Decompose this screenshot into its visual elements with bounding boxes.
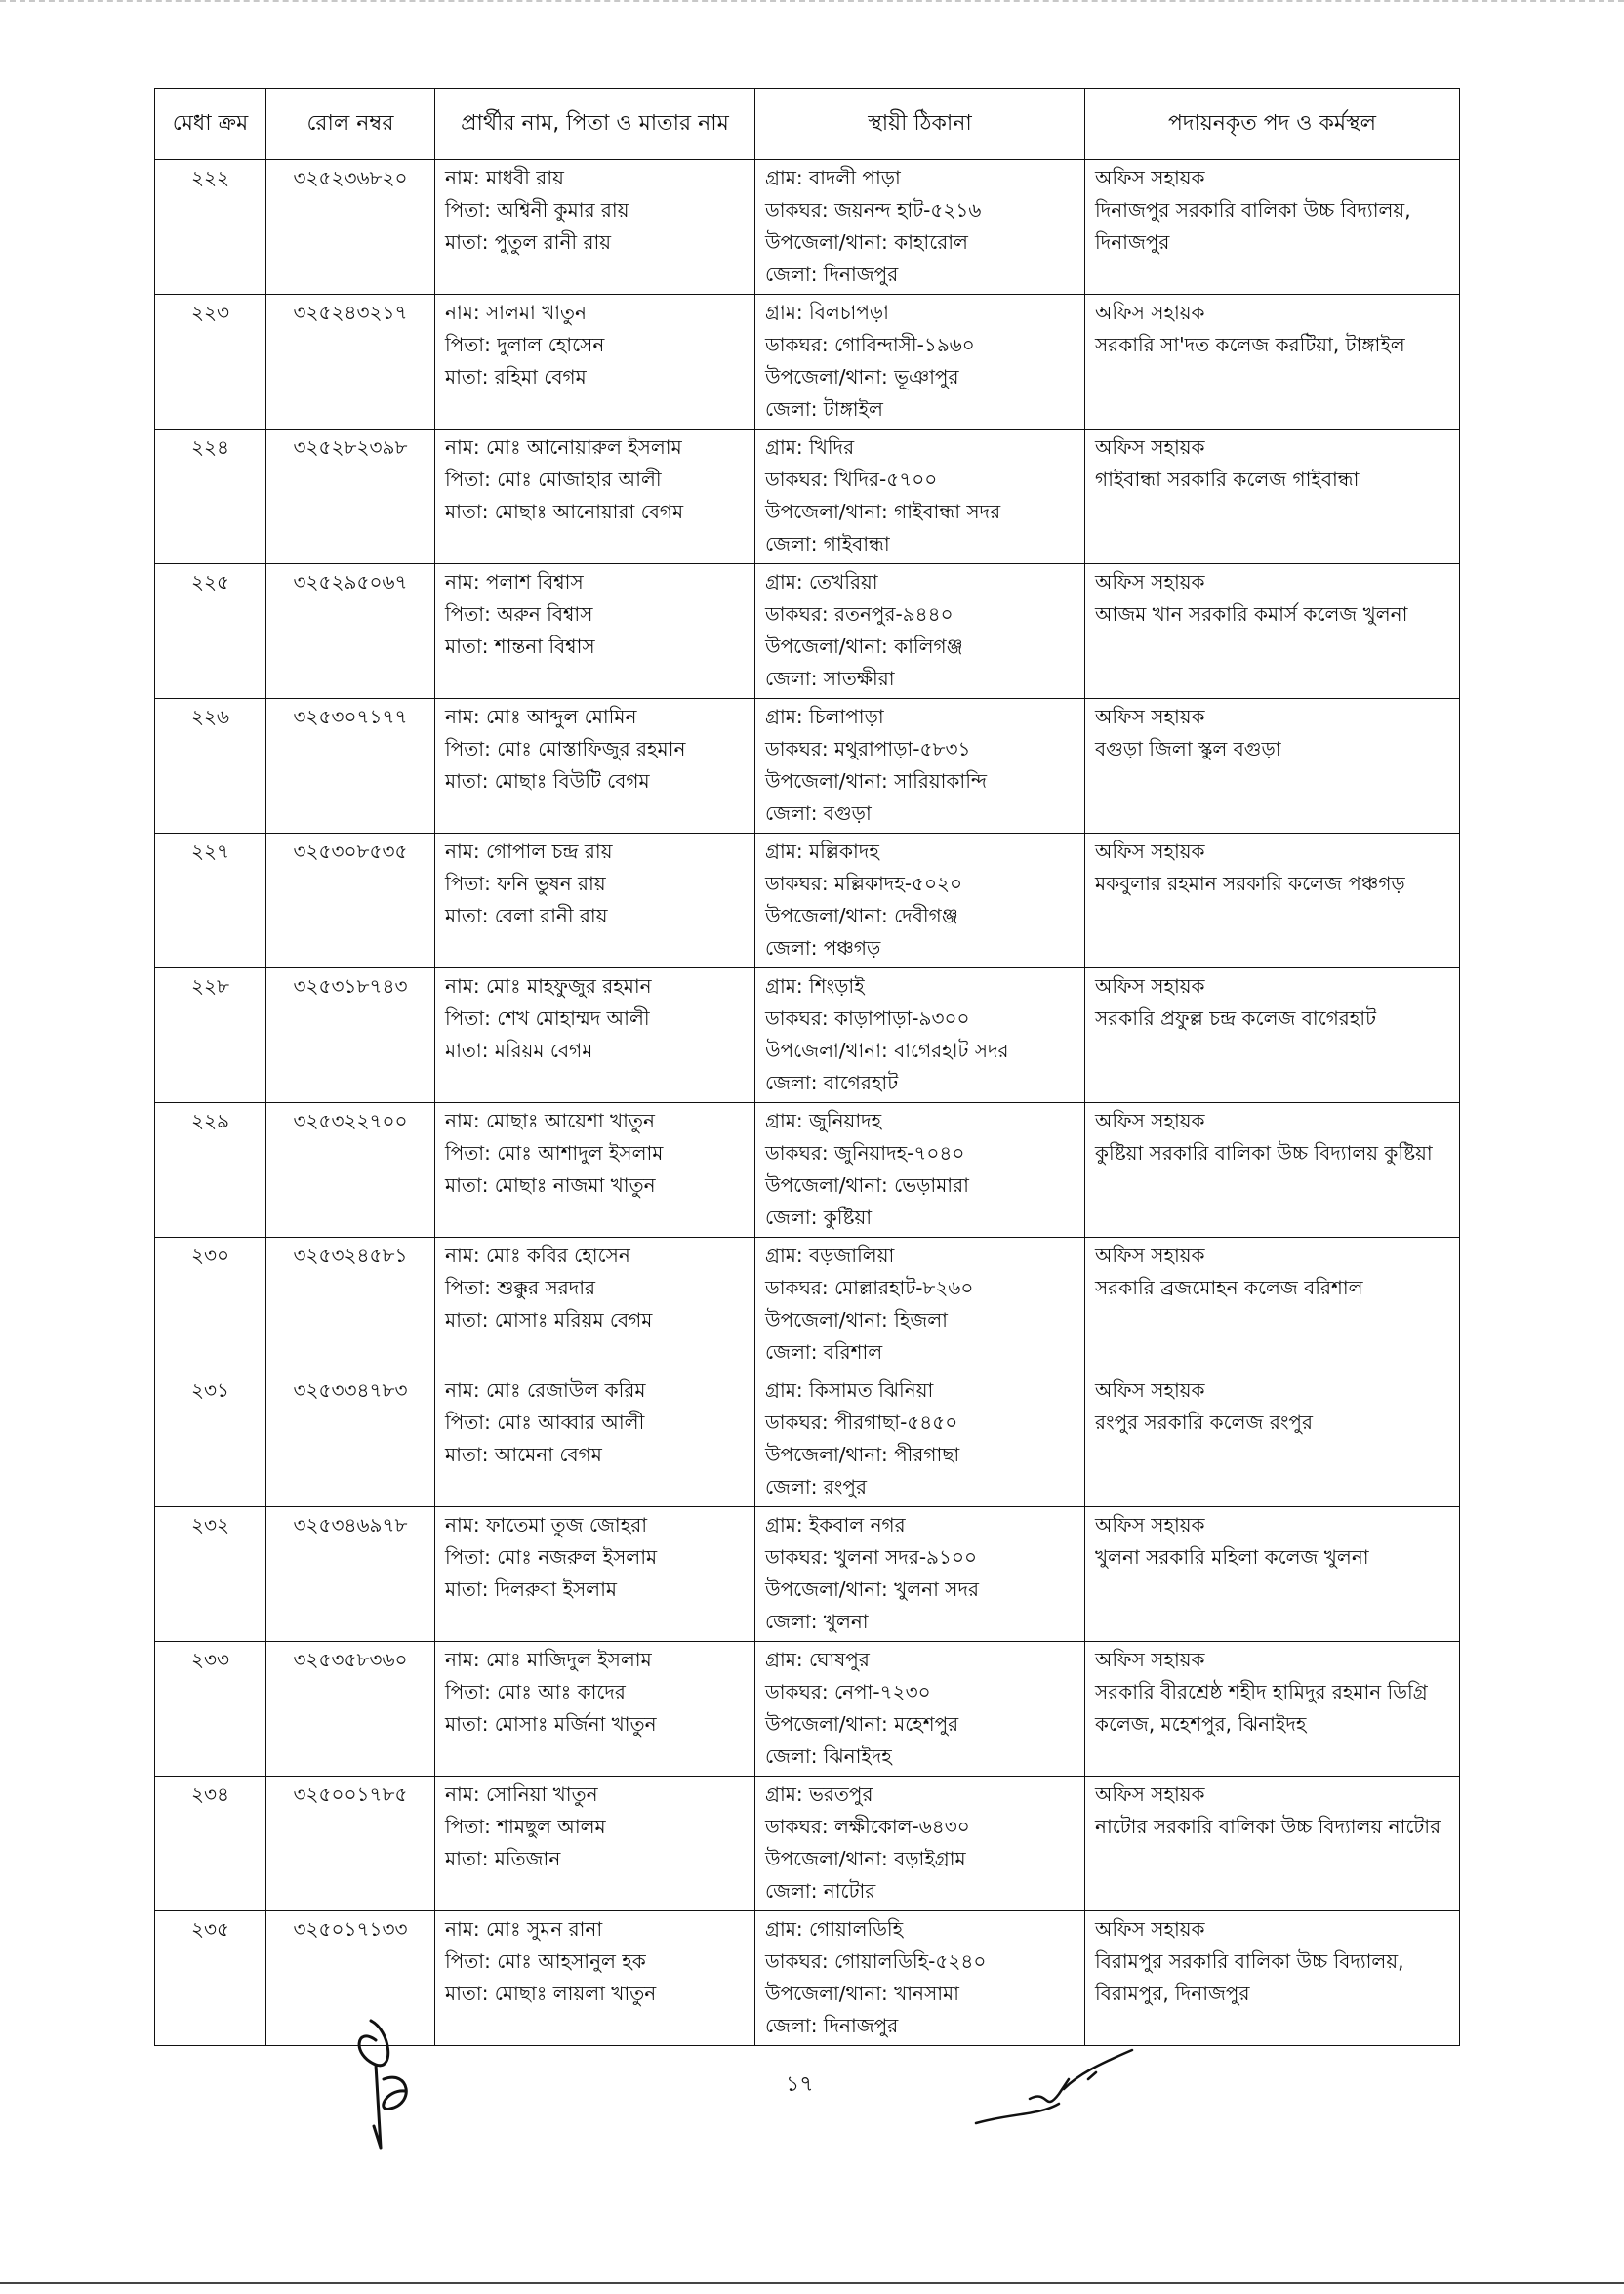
post-title: অফিস সহায়ক (1095, 974, 1205, 998)
posting-cell (1085, 160, 1460, 295)
posting-cell (1085, 430, 1460, 564)
address-post-office: ডাকঘর: নেপা-৭২৩০ (765, 1680, 931, 1703)
father-name: পিতা: মোঃ নজরুল ইসলাম (445, 1545, 658, 1569)
serial-cell (155, 1777, 266, 1911)
roll-cell (266, 1777, 435, 1911)
posting-cell (1085, 1103, 1460, 1238)
roll-number: ৩২৫২৩৬৮২০ (293, 166, 408, 189)
name-cell (435, 1642, 755, 1777)
roll-cell (266, 1238, 435, 1372)
serial-number: ২৩০ (190, 1244, 229, 1267)
roll-cell (266, 699, 435, 834)
mother-name: মাতা: বেলা রানী রায় (445, 904, 608, 927)
workplace: নাটোর সরকারি বালিকা উচ্চ বিদ্যালয় নাটোর (1095, 1815, 1441, 1838)
address-upazila: উপজেলা/থানা: খানসামা (765, 1982, 959, 2005)
mother-name: মাতা: দিলরুবা ইসলাম (445, 1577, 617, 1601)
table-row (155, 1238, 1460, 1372)
roll-cell (266, 160, 435, 295)
table-row (155, 834, 1460, 968)
table-body (155, 160, 1460, 2046)
roll-cell (266, 1103, 435, 1238)
workplace: দিনাজপুর সরকারি বালিকা উচ্চ বিদ্যালয়, দিনাজপুর (1095, 198, 1411, 254)
posting-cell (1085, 1642, 1460, 1777)
address-cell (755, 1642, 1085, 1777)
serial-number: ২২৫ (191, 570, 229, 594)
roll-number: ৩২৫২৯৫০৬৭ (293, 570, 408, 594)
candidate-name: নাম: মাধবী রায় (445, 166, 564, 189)
signature-right (971, 2045, 1147, 2133)
roll-number: ৩২৫৩২২৭০০ (293, 1109, 408, 1132)
address-post-office: ডাকঘর: মোল্লারহাট-৮২৬০ (765, 1276, 974, 1299)
address-village: গ্রাম: জুনিয়াদহ (765, 1109, 882, 1132)
table-row (155, 295, 1460, 430)
address-upazila: উপজেলা/থানা: পীরগাছা (765, 1443, 960, 1466)
post-title: অফিস সহায়ক (1095, 705, 1205, 728)
posting-cell (1085, 699, 1460, 834)
candidate-name: নাম: পলাশ বিশ্বাস (445, 570, 584, 594)
address-village: গ্রাম: গোয়ালডিহি (765, 1917, 904, 1941)
post-title: অফিস সহায়ক (1095, 1244, 1205, 1267)
workplace: আজম খান সরকারি কমার্স কলেজ খুলনা (1095, 602, 1408, 626)
table-row (155, 1507, 1460, 1642)
serial-number: ২৩২ (190, 1513, 229, 1536)
name-cell (435, 834, 755, 968)
father-name: পিতা: মোঃ আশাদুল ইসলাম (445, 1141, 664, 1165)
candidate-name: নাম: মোছাঃ আয়েশা খাতুন (445, 1109, 655, 1132)
address-district: জেলা: সাতক্ষীরা (765, 667, 895, 690)
name-cell (435, 430, 755, 564)
address-district: জেলা: খুলনা (765, 1610, 869, 1633)
address-district: জেলা: টাঙ্গাইল (765, 397, 883, 421)
header-serial: মেধা ক্রম (155, 89, 266, 160)
serial-cell (155, 564, 266, 699)
address-cell (755, 295, 1085, 430)
roll-cell (266, 968, 435, 1103)
address-village: গ্রাম: তেখরিয়া (765, 570, 878, 594)
workplace: সরকারি সা'দত কলেজ করটিয়া, টাঙ্গাইল (1095, 333, 1405, 356)
workplace: সরকারি বীরশ্রেষ্ঠ শহীদ হামিদুর রহমান ডিগ্রি কলেজ, মহেশপুর, ঝিনাইদহ (1095, 1680, 1428, 1736)
address-village: গ্রাম: ঘোষপুর (765, 1648, 870, 1671)
address-village: গ্রাম: কিসামত ঝিনিয়া (765, 1378, 934, 1402)
mother-name: মাতা: মোছাঃ নাজমা খাতুন (445, 1173, 656, 1197)
workplace: রংপুর সরকারি কলেজ রংপুর (1095, 1411, 1314, 1434)
roll-number: ৩২৫২৪৩২১৭ (293, 301, 408, 324)
serial-number: ২২৪ (191, 435, 229, 459)
posting-cell (1085, 295, 1460, 430)
address-cell (755, 1507, 1085, 1642)
posting-cell (1085, 834, 1460, 968)
post-title: অফিস সহায়ক (1095, 166, 1205, 189)
serial-number: ২৩৪ (191, 1782, 229, 1806)
address-upazila: উপজেলা/থানা: গাইবান্ধা সদর (765, 500, 1001, 523)
address-village: গ্রাম: ইকবাল নগর (765, 1513, 906, 1536)
mother-name: মাতা: রহিমা বেগম (445, 365, 587, 389)
serial-cell (155, 699, 266, 834)
name-cell (435, 1372, 755, 1507)
address-post-office: ডাকঘর: পীরগাছা-৫৪৫০ (765, 1411, 958, 1434)
roll-number: ৩২৫৩৫৮৩৬০ (293, 1648, 408, 1671)
address-upazila: উপজেলা/থানা: হিজলা (765, 1308, 948, 1331)
serial-cell (155, 1372, 266, 1507)
posting-cell (1085, 1911, 1460, 2046)
father-name: পিতা: মোঃ আহসানুল হক (445, 1949, 646, 1973)
roll-cell (266, 1642, 435, 1777)
mother-name: মাতা: মোসাঃ মরিয়ম বেগম (445, 1308, 653, 1331)
workplace: সরকারি প্রফুল্ল চন্দ্র কলেজ বাগেরহাট (1095, 1006, 1377, 1030)
address-post-office: ডাকঘর: গোয়ালডিহি-৫২৪০ (765, 1949, 987, 1973)
candidate-name: নাম: সোনিয়া খাতুন (445, 1782, 598, 1806)
name-cell (435, 1238, 755, 1372)
address-district: জেলা: দিনাজপুর (765, 2014, 899, 2037)
table-row (155, 1372, 1460, 1507)
post-title: অফিস সহায়ক (1095, 1378, 1205, 1402)
address-cell (755, 699, 1085, 834)
post-title: অফিস সহায়ক (1095, 1648, 1205, 1671)
candidate-name: নাম: মোঃ রেজাউল করিম (445, 1378, 646, 1402)
address-post-office: ডাকঘর: রতনপুর-৯৪৪০ (765, 602, 954, 626)
address-village: গ্রাম: চিলাপাড়া (765, 705, 884, 728)
serial-cell (155, 430, 266, 564)
serial-number: ২২৭ (190, 840, 229, 863)
address-village: গ্রাম: বাদলী পাড়া (765, 166, 901, 189)
serial-number: ২২৯ (191, 1109, 229, 1132)
name-cell (435, 1507, 755, 1642)
posting-cell (1085, 1372, 1460, 1507)
address-post-office: ডাকঘর: মথুরাপাড়া-৫৮৩১ (765, 737, 971, 760)
roll-number: ৩২৫৩০৭১৭৭ (293, 705, 408, 728)
address-district: জেলা: বরিশাল (765, 1340, 883, 1364)
father-name: পিতা: অশ্বিনী কুমার রায় (445, 198, 629, 222)
roll-number: ৩২৫৩৪৬৯৭৮ (293, 1513, 408, 1536)
address-cell (755, 160, 1085, 295)
mother-name: মাতা: পুতুল রানী রায় (445, 230, 612, 254)
father-name: পিতা: শুক্কুর সরদার (445, 1276, 596, 1299)
roll-cell (266, 430, 435, 564)
roll-cell (266, 834, 435, 968)
address-cell (755, 968, 1085, 1103)
address-upazila: উপজেলা/থানা: কালিগঞ্জ (765, 635, 963, 658)
name-cell (435, 1103, 755, 1238)
mother-name: মাতা: শান্তনা বিশ্বাস (445, 635, 595, 658)
father-name: পিতা: মোঃ মোস্তাফিজুর রহমান (445, 737, 686, 760)
serial-cell (155, 834, 266, 968)
serial-cell (155, 1911, 266, 2046)
mother-name: মাতা: আমেনা বেগম (445, 1443, 602, 1466)
serial-number: ২২৩ (190, 301, 229, 324)
address-upazila: উপজেলা/থানা: ভূঞাপুর (765, 365, 959, 389)
post-title: অফিস সহায়ক (1095, 301, 1205, 324)
header-name: প্রার্থীর নাম, পিতা ও মাতার নাম (435, 89, 755, 160)
serial-cell (155, 160, 266, 295)
workplace: বগুড়া জিলা স্কুল বগুড়া (1095, 737, 1281, 760)
candidate-name: নাম: গোপাল চন্দ্র রায় (445, 840, 613, 863)
workplace: খুলনা সরকারি মহিলা কলেজ খুলনা (1095, 1545, 1369, 1569)
roll-number: ৩২৫২৮২৩৯৮ (293, 435, 408, 459)
name-cell (435, 1911, 755, 2046)
posting-cell (1085, 564, 1460, 699)
table-row (155, 1103, 1460, 1238)
post-title: অফিস সহায়ক (1095, 1513, 1205, 1536)
address-upazila: উপজেলা/থানা: বড়াইগ্রাম (765, 1847, 966, 1870)
father-name: পিতা: ফনি ভুষন রায় (445, 872, 606, 895)
address-upazila: উপজেলা/থানা: কাহারোল (765, 230, 968, 254)
roll-number: ৩২৫৩২৪৫৮১ (293, 1244, 408, 1267)
mother-name: মাতা: মোসাঃ মর্জিনা খাতুন (445, 1712, 657, 1736)
workplace: বিরামপুর সরকারি বালিকা উচ্চ বিদ্যালয়, বিরামপুর, দিনাজপুর (1095, 1949, 1404, 2005)
address-village: গ্রাম: মল্লিকাদহ (765, 840, 879, 863)
address-cell (755, 1238, 1085, 1372)
scan-bottom-edge (0, 2282, 1624, 2284)
address-district: জেলা: গাইবান্ধা (765, 532, 890, 555)
address-post-office: ডাকঘর: জুনিয়াদহ-৭০৪০ (765, 1141, 965, 1165)
address-village: গ্রাম: বড়জালিয়া (765, 1244, 895, 1267)
serial-cell (155, 1238, 266, 1372)
address-cell (755, 1103, 1085, 1238)
roll-cell (266, 295, 435, 430)
father-name: পিতা: মোঃ আঃ কাদের (445, 1680, 626, 1703)
header-posting: পদায়নকৃত পদ ও কর্মস্থল (1085, 89, 1460, 160)
address-village: গ্রাম: ভরতপুর (765, 1782, 873, 1806)
post-title: অফিস সহায়ক (1095, 435, 1205, 459)
name-cell (435, 160, 755, 295)
address-cell (755, 430, 1085, 564)
candidate-name: নাম: সালমা খাতুন (445, 301, 587, 324)
candidate-name: নাম: ফাতেমা তুজ জোহরা (445, 1513, 648, 1536)
address-district: জেলা: কুষ্টিয়া (765, 1206, 873, 1229)
address-post-office: ডাকঘর: লক্ষীকোল-৬৪৩০ (765, 1815, 970, 1838)
address-cell (755, 834, 1085, 968)
serial-cell (155, 1103, 266, 1238)
address-village: গ্রাম: শিংড়াই (765, 974, 865, 998)
address-district: জেলা: বগুড়া (765, 801, 872, 825)
table-row (155, 968, 1460, 1103)
posting-cell (1085, 1238, 1460, 1372)
address-village: গ্রাম: খিদির (765, 435, 855, 459)
address-village: গ্রাম: বিলচাপড়া (765, 301, 889, 324)
father-name: পিতা: মোঃ মোজাহার আলী (445, 468, 662, 491)
posting-cell (1085, 1777, 1460, 1911)
address-post-office: ডাকঘর: গোবিন্দাসী-১৯৬০ (765, 333, 975, 356)
roll-number: ৩২৫৩০৮৫৩৫ (293, 840, 408, 863)
roll-number: ৩২৫৩৩৪৭৮৩ (293, 1378, 408, 1402)
roll-number: ৩২৫০০১৭৮৫ (293, 1782, 408, 1806)
name-cell (435, 1777, 755, 1911)
serial-number: ২২২ (190, 166, 229, 189)
serial-cell (155, 968, 266, 1103)
address-upazila: উপজেলা/থানা: সারিয়াকান্দি (765, 769, 987, 793)
address-district: জেলা: রংপুর (765, 1475, 867, 1498)
serial-cell (155, 295, 266, 430)
posting-cell (1085, 1507, 1460, 1642)
header-roll: রোল নম্বর (266, 89, 435, 160)
workplace: গাইবান্ধা সরকারি কলেজ গাইবান্ধা (1095, 468, 1360, 491)
roll-cell (266, 1372, 435, 1507)
address-district: জেলা: ঝিনাইদহ (765, 1744, 892, 1768)
candidate-name: নাম: মোঃ মাহফুজুর রহমান (445, 974, 652, 998)
post-title: অফিস সহায়ক (1095, 570, 1205, 594)
serial-number: ২৩৩ (190, 1648, 229, 1671)
address-district: জেলা: বাগেরহাট (765, 1071, 899, 1094)
address-post-office: ডাকঘর: খুলনা সদর-৯১০০ (765, 1545, 977, 1569)
address-district: জেলা: নাটোর (765, 1879, 876, 1903)
roll-cell (266, 564, 435, 699)
posting-table (154, 88, 1460, 2046)
address-post-office: ডাকঘর: কাড়াপাড়া-৯৩০০ (765, 1006, 970, 1030)
address-upazila: উপজেলা/থানা: ভেড়ামারা (765, 1173, 969, 1197)
father-name: পিতা: শেখ মোহাম্মদ আলী (445, 1006, 650, 1030)
address-post-office: ডাকঘর: খিদির-৫৭০০ (765, 468, 938, 491)
candidate-name: নাম: মোঃ আনোয়ারুল ইসলাম (445, 435, 682, 459)
posting-cell (1085, 968, 1460, 1103)
mother-name: মাতা: মরিয়ম বেগম (445, 1039, 593, 1062)
table-row (155, 699, 1460, 834)
candidate-name: নাম: মোঃ সুমন রানা (445, 1917, 603, 1941)
serial-cell (155, 1507, 266, 1642)
father-name: পিতা: অরুন বিশ্বাস (445, 602, 593, 626)
address-district: জেলা: দিনাজপুর (765, 263, 899, 286)
mother-name: মাতা: মতিজান (445, 1847, 561, 1870)
serial-number: ২২৮ (191, 974, 229, 998)
table-row (155, 1777, 1460, 1911)
address-cell (755, 1777, 1085, 1911)
father-name: পিতা: শামছুল আলম (445, 1815, 606, 1838)
name-cell (435, 699, 755, 834)
workplace: সরকারি ব্রজমোহন কলেজ বরিশাল (1095, 1276, 1363, 1299)
post-title: অফিস সহায়ক (1095, 1109, 1205, 1132)
name-cell (435, 564, 755, 699)
page-number: ১৭ (786, 2072, 814, 2097)
post-title: অফিস সহায়ক (1095, 1917, 1205, 1941)
name-cell (435, 968, 755, 1103)
table-header-row (155, 89, 1460, 160)
mother-name: মাতা: মোছাঃ লায়লা খাতুন (445, 1982, 657, 2005)
workplace: কুষ্টিয়া সরকারি বালিকা উচ্চ বিদ্যালয় কুষ্টিয়া (1095, 1141, 1433, 1165)
mother-name: মাতা: মোছাঃ বিউটি বেগম (445, 769, 650, 793)
name-cell (435, 295, 755, 430)
signature-left (337, 2011, 444, 2157)
father-name: পিতা: দুলাল হোসেন (445, 333, 605, 356)
roll-number: ৩২৫০১৭১৩৩ (293, 1917, 408, 1941)
address-district: জেলা: পঞ্চগড় (765, 936, 881, 960)
mother-name: মাতা: মোছাঃ আনোয়ারা বেগম (445, 500, 684, 523)
address-upazila: উপজেলা/থানা: দেবীগঞ্জ (765, 904, 958, 927)
address-cell (755, 1372, 1085, 1507)
serial-cell (155, 1642, 266, 1777)
table-row (155, 430, 1460, 564)
post-title: অফিস সহায়ক (1095, 840, 1205, 863)
roll-number: ৩২৫৩১৮৭৪৩ (293, 974, 408, 998)
address-upazila: উপজেলা/থানা: খুলনা সদর (765, 1577, 979, 1601)
address-upazila: উপজেলা/থানা: বাগেরহাট সদর (765, 1039, 1009, 1062)
father-name: পিতা: মোঃ আব্বার আলী (445, 1411, 645, 1434)
address-cell (755, 564, 1085, 699)
table-row (155, 564, 1460, 699)
candidate-name: নাম: মোঃ কবির হোসেন (445, 1244, 630, 1267)
serial-number: ২২৬ (190, 705, 229, 728)
roll-cell (266, 1507, 435, 1642)
header-address: স্থায়ী ঠিকানা (755, 89, 1085, 160)
address-post-office: ডাকঘর: জয়নন্দ হাট-৫২১৬ (765, 198, 982, 222)
serial-number: ২৩১ (191, 1378, 229, 1402)
scan-top-edge (0, 0, 1624, 14)
serial-number: ২৩৫ (191, 1917, 229, 1941)
post-title: অফিস সহায়ক (1095, 1782, 1205, 1806)
address-post-office: ডাকঘর: মল্লিকাদহ-৫০২০ (765, 872, 963, 895)
workplace: মকবুলার রহমান সরকারি কলেজ পঞ্চগড় (1095, 872, 1405, 895)
table-row (155, 1642, 1460, 1777)
address-cell (755, 1911, 1085, 2046)
candidate-name: নাম: মোঃ মাজিদুল ইসলাম (445, 1648, 652, 1671)
candidate-name: নাম: মোঃ আব্দুল মোমিন (445, 705, 637, 728)
table-row (155, 160, 1460, 295)
address-upazila: উপজেলা/থানা: মহেশপুর (765, 1712, 959, 1736)
